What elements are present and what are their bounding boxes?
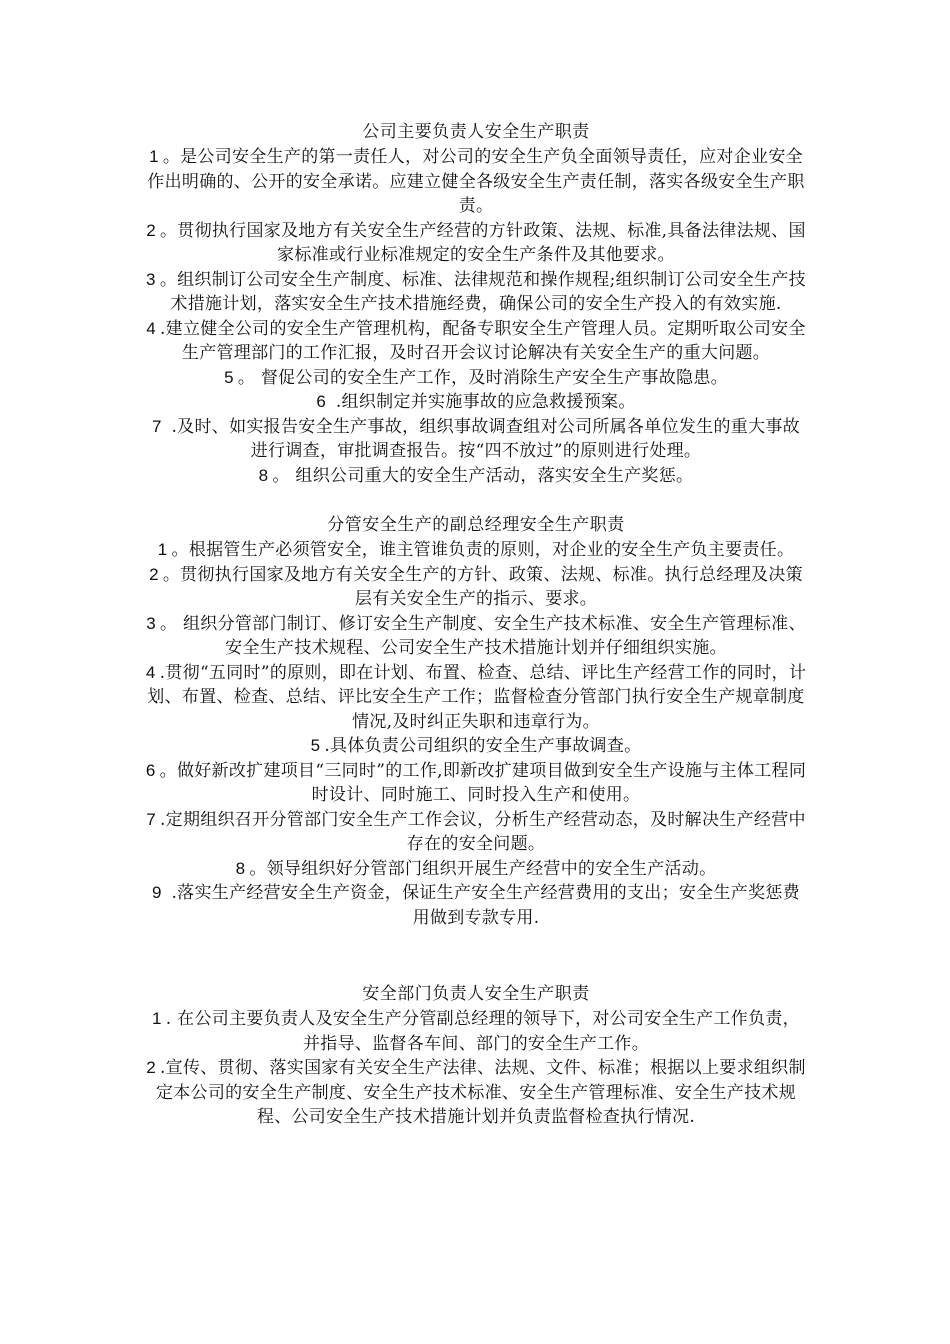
item-number: 5: [310, 736, 321, 755]
list-item: [145, 268, 807, 317]
item-number: 8: [235, 858, 246, 878]
section-title: 安全部门负责人安全生产职责: [362, 984, 590, 1004]
list-item: [145, 881, 807, 930]
item-text: .建立健全公司的安全生产管理机构，配备专职安全生产管理人员。定期听取公司安全生产管理部门的工作汇报，及时召开会议讨论解决有关安全生产的重大问题。: [159, 318, 806, 363]
item-text: .宣传、贯彻、落实国家有关安全生产法律、法规、文件、标准；根据以上要求组织制定本公司的安全生产制度、安全生产技术标准、安全生产管理标准、安全生产技术规程、公司安全生产技术措施计划并负责监督检查执行情况.: [155, 1058, 806, 1127]
item-number: 7: [146, 809, 156, 829]
item-number: 2: [146, 220, 156, 240]
item-text: 。 组织分管部门制订、修订安全生产制度、安全生产技术标准、安全生产管理标准、安全生产技术规程、公司安全生产技术措施计划并仔细组织实施。: [159, 613, 806, 658]
list-item: [145, 366, 807, 391]
item-number: 9: [152, 883, 162, 902]
section-title: 分管安全生产的副总经理安全生产职责: [327, 515, 625, 535]
item-text: . 在公司主要负责人及安全生产分管副总经理的领导下，对公司安全生产工作负责，并指导、监督各车间、部门的安全生产工作。: [165, 1009, 800, 1054]
document-body: [145, 120, 807, 1130]
list-item: [145, 145, 807, 219]
item-text: .落实生产经营安全生产资金，保证生产安全生产经营费用的支出；安全生产奖惩费用做到专款专用.: [165, 883, 800, 928]
item-text: 。组织制订公司安全生产制度、标准、法律规范和操作规程;组织制订公司安全生产技术措施计划，落实安全生产技术措施经费，确保公司的安全生产投入的有效实施.: [159, 269, 806, 314]
list-item: [145, 415, 807, 464]
list-item: [145, 734, 807, 759]
list-item: [145, 219, 807, 268]
item-text: .具体负责公司组织的安全生产事故调查。: [324, 736, 642, 756]
item-number: 6: [145, 760, 156, 780]
item-number: 8: [258, 465, 269, 485]
item-number: 5: [224, 367, 234, 387]
list-item: [145, 390, 807, 415]
section-spacer: [145, 930, 807, 982]
list-item: [145, 612, 807, 661]
item-number: 2: [146, 1058, 156, 1077]
section-company-head: [145, 120, 807, 488]
item-number: 7: [152, 416, 162, 436]
list-item: [145, 1056, 807, 1130]
item-number: 1: [157, 540, 168, 559]
item-text: 。 组织公司重大的安全生产活动，落实安全生产奖惩。: [272, 465, 694, 486]
list-item: [145, 857, 807, 882]
section-safety-dept: [145, 982, 807, 1130]
list-item: [145, 538, 807, 563]
list-item: [145, 317, 807, 366]
section-deputy-gm: [145, 513, 807, 930]
item-text: 。根据管生产必须管安全，谁主管谁负责的原则，对企业的安全生产负主要责任。: [171, 540, 795, 560]
list-item: [145, 661, 807, 735]
item-text: 。贯彻执行国家及地方有关安全生产经营的方针政策、法规、标准,具备法律法规、国家标准或行业标准规定的安全生产条件及其他要求。: [159, 220, 806, 265]
section-spacer: [145, 488, 807, 513]
item-number: 1: [152, 1009, 162, 1028]
list-item: [145, 808, 807, 857]
list-item: [145, 1007, 807, 1056]
item-text: .及时、如实报告安全生产事故，组织事故调查组对公司所属各单位发生的重大事故进行调查，审批调查报告。按“四不放过”的原则进行处理。: [165, 416, 800, 461]
item-number: 3: [146, 613, 156, 633]
item-text: .定期组织召开分管部门安全生产工作会议，分析生产经营动态，及时解决生产经营中存在的安全问题。: [159, 809, 806, 854]
list-item: [145, 759, 807, 808]
item-text: 。 督促公司的安全生产工作，及时消除生产安全生产事故隐患。: [237, 367, 728, 388]
item-number: 6: [316, 392, 327, 411]
item-number: 4: [145, 662, 156, 682]
item-text: 。领导组织好分管部门组织开展生产经营中的安全生产活动。: [249, 858, 717, 879]
item-text: 。是公司安全生产的第一责任人，对公司的安全生产负全面领导责任，应对企业安全作出明确的、公开的安全承诺。应建立健全各级安全生产责任制，落实各级安全生产职责。: [147, 147, 805, 216]
list-item: [145, 464, 807, 489]
item-text: .贯彻“五同时”的原则，即在计划、布置、检查、总结、评比生产经营工作的同时，计划、布置、检查、总结、评比安全生产工作；监督检查分管部门执行安全生产规章制度情况,及时纠正失职和违章行为。: [147, 662, 807, 732]
item-number: 2: [149, 564, 159, 584]
item-number: 4: [146, 318, 156, 338]
item-text: .组织制定并实施事故的应急救援预案。: [330, 392, 636, 412]
item-number: 1: [149, 147, 159, 166]
item-number: 3: [146, 269, 156, 289]
section-title: 公司主要负责人安全生产职责: [362, 122, 590, 142]
item-text: 。贯彻执行国家及地方有关安全生产的方针、政策、法规、标准。执行总经理及决策层有关安全生产的指示、要求。: [162, 564, 803, 609]
list-item: [145, 563, 807, 612]
item-text: 。做好新改扩建项目“三同时”的工作,即新改扩建项目做到安全生产设施与主体工程同时设计、同时施工、同时投入生产和使用。: [159, 760, 807, 805]
